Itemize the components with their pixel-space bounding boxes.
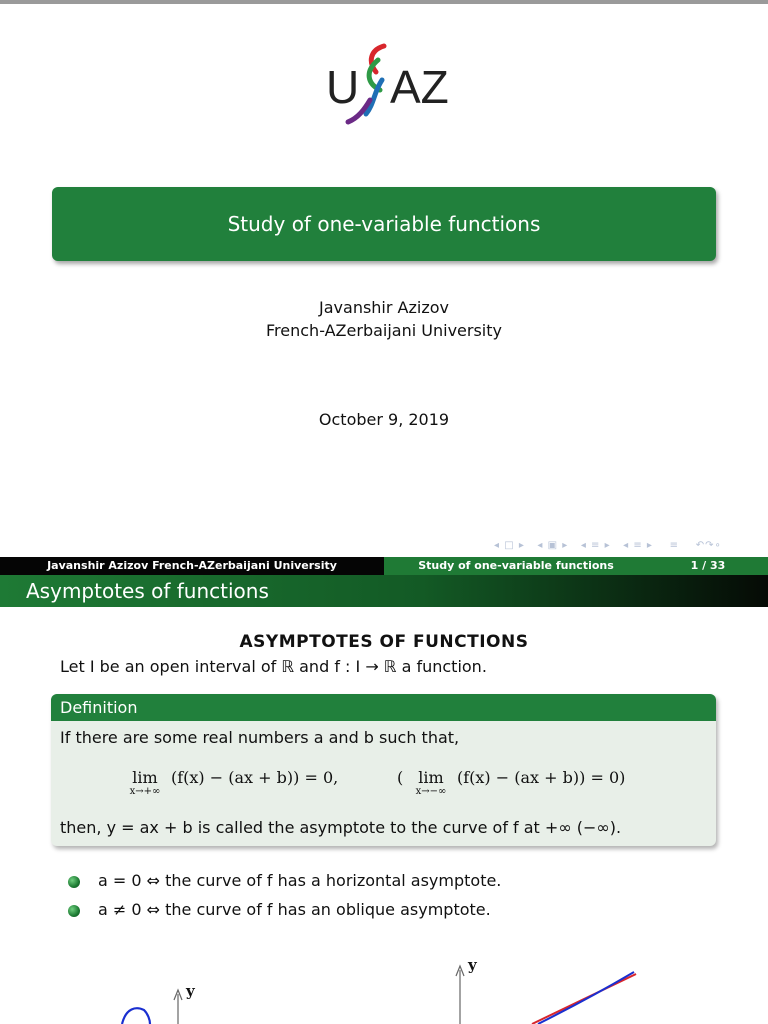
presentation-title bbox=[52, 187, 716, 261]
svg-text:U: U bbox=[326, 61, 360, 113]
nav-prev-frame-icon[interactable]: ◂ □ ▸ bbox=[494, 540, 525, 551]
footer-page-number: 1 / 33 bbox=[648, 557, 768, 575]
definition-block bbox=[51, 694, 716, 846]
limit-plus-expression: (f(x) − (ax + b)) = 0, bbox=[171, 768, 339, 787]
svg-text:AZ: AZ bbox=[390, 61, 449, 113]
lim-minus-operator: lim x→−∞ bbox=[415, 768, 447, 797]
footer-author: Javanshir Azizov French-AZerbaijani University bbox=[0, 557, 384, 575]
author-name: Javanshir Azizov bbox=[319, 298, 449, 317]
frame-title: Asymptotes of functions bbox=[0, 575, 768, 607]
beamer-navigation-icons[interactable] bbox=[494, 540, 764, 554]
definition-line3: then, y = ax + b is called the asymptote to the curve of f at +∞ (−∞). bbox=[60, 818, 622, 837]
bullet-oblique-asymptote: a ≠ 0 ⇔ the curve of f has an oblique asymptote. bbox=[98, 900, 491, 919]
nav-subsection-icon[interactable]: ◂ ▣ ▸ bbox=[537, 540, 569, 551]
y-axis-label-left: y bbox=[186, 982, 195, 1000]
asymptote-graphs bbox=[0, 950, 768, 1024]
definition-title: Definition bbox=[51, 694, 716, 721]
top-edge bbox=[0, 0, 768, 4]
curve-right bbox=[538, 972, 634, 1024]
footer-title: Study of one-variable functions bbox=[384, 557, 648, 575]
institution-name: French-AZerbaijani University bbox=[266, 321, 502, 340]
nav-section-icon[interactable]: ◂ ≡ ▸ bbox=[580, 540, 611, 551]
title-text: Study of one-variable functions bbox=[227, 212, 541, 236]
lim-plus-operator: lim x→+∞ bbox=[129, 768, 161, 797]
bullet-horizontal-asymptote: a = 0 ⇔ the curve of f has a horizontal asymptote. bbox=[98, 871, 502, 890]
section-heading: ASYMPTOTES OF FUNCTIONS bbox=[239, 632, 529, 652]
usaz-logo bbox=[318, 40, 450, 130]
limit-minus-paren: ( bbox=[397, 768, 404, 787]
nav-doc-icon[interactable]: ◂ ≡ ▸ bbox=[623, 540, 653, 551]
y-axis-label-right: y bbox=[468, 956, 477, 974]
curve-left bbox=[122, 1008, 150, 1024]
bullet-icon bbox=[68, 876, 80, 888]
graph-right bbox=[456, 956, 636, 1024]
intro-text: Let I be an open interval of ℝ and f : I → ℝ a function. bbox=[60, 657, 487, 676]
presentation-date: October 9, 2019 bbox=[318, 410, 450, 429]
graph-left bbox=[122, 982, 196, 1024]
bullet-icon bbox=[68, 905, 80, 917]
footer-bar bbox=[0, 557, 768, 575]
definition-line1: If there are some real numbers a and b such that, bbox=[60, 728, 460, 747]
limit-minus-expression: (f(x) − (ax + b)) = 0) bbox=[457, 768, 626, 787]
nav-search-icon[interactable]: ↶↷∘ bbox=[695, 540, 722, 551]
nav-list-icon[interactable]: ≡ bbox=[669, 540, 680, 551]
